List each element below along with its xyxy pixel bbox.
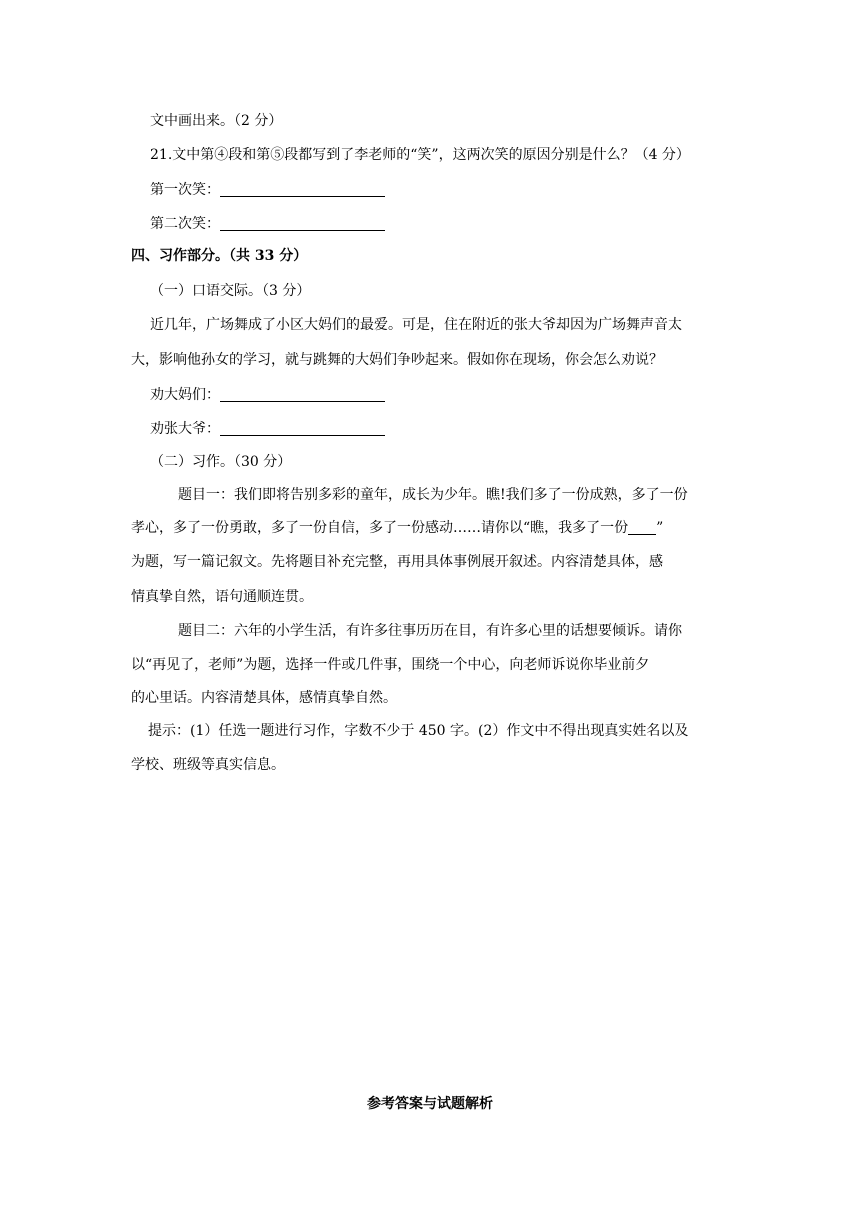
q20-tail-text: 文中画出来。（2 分） xyxy=(150,113,283,129)
oral-text-line-2: 大，影响他孙女的学习，就与跳舞的大妈们争吵起来。假如你在现场，你会怎么劝说？ xyxy=(131,352,663,368)
tip-line-1: 提示：(1）任选一题进行习作，字数不少于 450 字。(2）作文中不得出现真实姓名以及 xyxy=(148,723,689,739)
tip-line-2: 学校、班级等真实信息。 xyxy=(131,757,285,773)
writing-heading: （二）习作。（30 分） xyxy=(150,454,292,470)
q21-second-label: 第二次笑： xyxy=(150,216,220,232)
topic1-line-2 xyxy=(131,518,663,538)
topic1-line-1: 题目一：我们即将告别多彩的童年，成长为少年。瞧!我们多了一份成熟，多了一份 xyxy=(178,487,688,503)
topic1-title-blank[interactable] xyxy=(628,520,656,535)
section4-heading: 四、习作部分。（共 33 分） xyxy=(131,248,308,264)
oral-blank-2[interactable] xyxy=(220,421,385,436)
oral-label-2: 劝张大爷： xyxy=(150,421,220,437)
oral-answer-row-2 xyxy=(150,419,385,439)
q21-second-blank[interactable] xyxy=(220,216,385,231)
oral-blank-1[interactable] xyxy=(220,387,385,402)
topic2-line-1: 题目二：六年的小学生活，有许多往事历历在目，有许多心里的话想要倾诉。请你 xyxy=(178,623,682,639)
q21-first-answer-row xyxy=(150,180,385,200)
oral-label-1: 劝大妈们： xyxy=(150,387,220,403)
oral-answer-row-1 xyxy=(150,385,385,405)
topic1-line-3: 为题，写一篇记叙文。先将题目补充完整，再用具体事例展开叙述。内容清楚具体，感 xyxy=(131,554,663,570)
answers-section-title: 参考答案与试题解析 xyxy=(367,1096,493,1112)
oral-text-line-1: 近几年，广场舞成了小区大妈们的最爱。可是，住在附近的张大爷却因为广场舞声音太 xyxy=(150,317,682,333)
topic2-line-3: 的心里话。内容清楚具体，感情真挚自然。 xyxy=(131,690,397,706)
q21-first-blank[interactable] xyxy=(220,182,385,197)
topic1-line-2-quote: ” xyxy=(656,520,664,536)
topic1-line-2-text: 孝心，多了一份勇敢，多了一份自信，多了一份感动……请你以“瞧，我多了一份 xyxy=(131,520,629,536)
topic1-line-4: 情真挚自然，语句通顺连贯。 xyxy=(131,589,313,605)
q21-question: 21.文中第④段和第⑤段都写到了李老师的“笑”，这两次笑的原因分别是什么？（4 分） xyxy=(150,147,690,163)
q21-first-label: 第一次笑： xyxy=(150,182,220,198)
topic2-line-2: 以“再见了，老师”为题，选择一件或几件事，围绕一个中心，向老师诉说你毕业前夕 xyxy=(131,657,650,673)
oral-heading: （一）口语交际。（3 分） xyxy=(150,283,311,299)
q21-second-answer-row xyxy=(150,214,385,234)
